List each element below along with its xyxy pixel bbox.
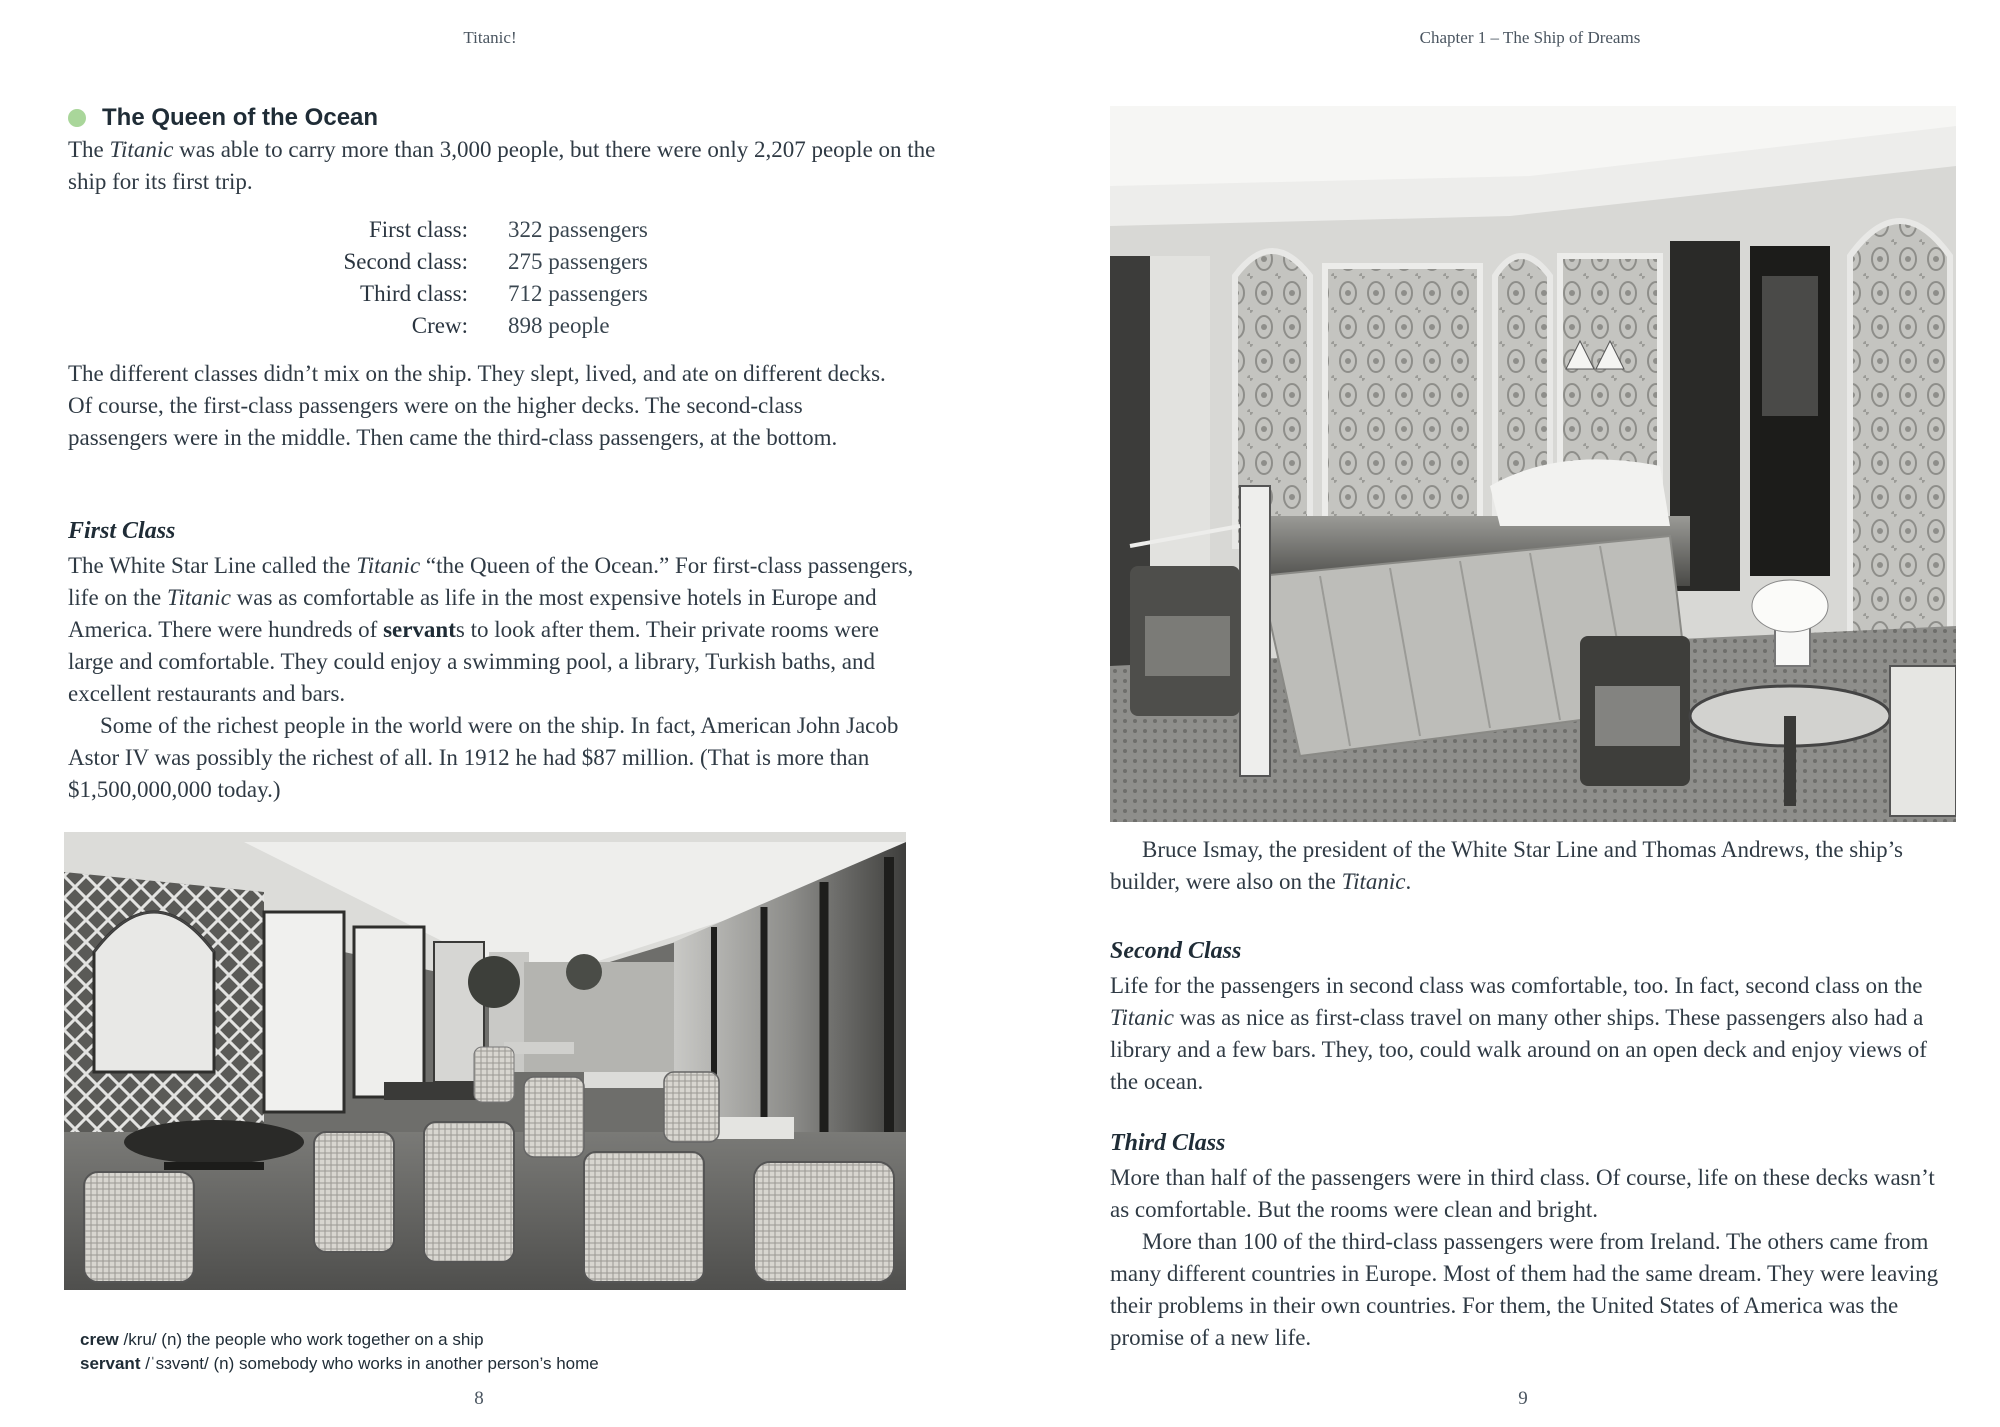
glossary-pronunciation: /ˈsɜvənt/ bbox=[145, 1354, 209, 1373]
classes-paragraph: The different classes didn’t mix on the ship. They slept, lived, and ate on different decks. Of course, the first-class passengers were on the higher decks. The second-class passengers were in the middle. Then came the third-class passengers, at the bottom. bbox=[68, 361, 886, 450]
glossary-definition: (n) somebody who works in another person’s home bbox=[213, 1354, 599, 1373]
stateroom-photo bbox=[1110, 106, 1956, 822]
stateroom-photo-image bbox=[1110, 106, 1956, 822]
third-class-heading: Third Class bbox=[1110, 1130, 1226, 1156]
bullet-dot-icon bbox=[68, 109, 86, 127]
running-head-right: Chapter 1 – The Ship of Dreams bbox=[1419, 28, 1641, 47]
glossary-entry-servant bbox=[80, 1352, 599, 1376]
page-number-left: 8 bbox=[474, 1388, 484, 1409]
cafe-photo-image bbox=[64, 832, 906, 1290]
section-title bbox=[68, 102, 378, 134]
glossary-term: servant bbox=[80, 1354, 141, 1373]
first-class-text bbox=[68, 550, 916, 806]
stat-label: First class: bbox=[368, 217, 468, 242]
glossary-pronunciation: /kru/ bbox=[123, 1330, 157, 1349]
stats-row bbox=[0, 310, 1000, 342]
stats-row bbox=[0, 246, 1000, 278]
running-head-left: Titanic! bbox=[463, 28, 517, 47]
second-class-heading: Second Class bbox=[1110, 938, 1242, 964]
glossary bbox=[80, 1328, 599, 1376]
first-class-paragraph-2: Some of the richest people in the world were on the ship. In fact, American John Jacob Astor IV was possibly the richest of all. In 1912 he had $87 million. (That is more than $1,500,000,000 today.) bbox=[68, 713, 899, 802]
stat-value: 322 passengers bbox=[508, 217, 648, 242]
glossary-definition: (n) the people who work together on a ship bbox=[161, 1330, 484, 1349]
stat-value: 898 people bbox=[508, 313, 610, 338]
stats-row bbox=[0, 214, 1000, 246]
cafe-photo bbox=[64, 832, 906, 1290]
glossary-word-servant: servant bbox=[383, 617, 456, 642]
first-class-heading: First Class bbox=[68, 518, 176, 544]
third-class-text bbox=[1110, 1162, 1950, 1354]
first-class-paragraph-1: The White Star Line called the Titanic “the Queen of the Ocean.” For first-class passengers, life on the Titanic was as comfortable as life in the most expensive hotels in Europe and America. There were hundreds of servants to look after them. Their private rooms were large and comfortable. They could enjoy a swimming pool, a library, Turkish baths, and excellent restaurants and bars. bbox=[68, 553, 914, 706]
glossary-entry-crew bbox=[80, 1328, 599, 1352]
second-class-text: Life for the passengers in second class was comfortable, too. In fact, second class on the Titanic was as nice as first-class travel on many other ships. These passengers also had a library and a few bars. They, too, could walk around on an open deck and enjoy views of the ocean. bbox=[1110, 973, 1927, 1094]
third-class-paragraph-2: More than 100 of the third-class passengers were from Ireland. The others came from many different countries in Europe. Most of them had the same dream. They were leaving their problems in their own countries. For them, the United States of America was the promise of a new life. bbox=[1110, 1229, 1939, 1350]
stat-label: Third class: bbox=[360, 281, 468, 306]
passenger-stats bbox=[0, 214, 1000, 344]
stats-row bbox=[0, 278, 1000, 310]
right-page bbox=[1000, 0, 2000, 1427]
ship-name: Titanic bbox=[109, 137, 174, 162]
third-class-paragraph-1: More than half of the passengers were in third class. Of course, life on these decks wasn’t as comfortable. But the rooms were clean and bright. bbox=[1110, 1165, 1935, 1222]
stat-label: Second class: bbox=[343, 249, 468, 274]
ismay-paragraph: Bruce Ismay, the president of the White Star Line and Thomas Andrews, the ship’s builder, were also on the Titanic. bbox=[1110, 837, 1903, 894]
stat-label: Crew: bbox=[411, 313, 468, 338]
stat-value: 275 passengers bbox=[508, 249, 648, 274]
glossary-term: crew bbox=[80, 1330, 119, 1349]
intro-paragraph: The Titanic was able to carry more than 3,000 people, but there were only 2,207 people on the ship for its first trip. bbox=[68, 137, 936, 194]
section-title-text: The Queen of the Ocean bbox=[102, 104, 379, 131]
page-number-right: 9 bbox=[1518, 1388, 1528, 1409]
stat-value: 712 passengers bbox=[508, 281, 648, 306]
